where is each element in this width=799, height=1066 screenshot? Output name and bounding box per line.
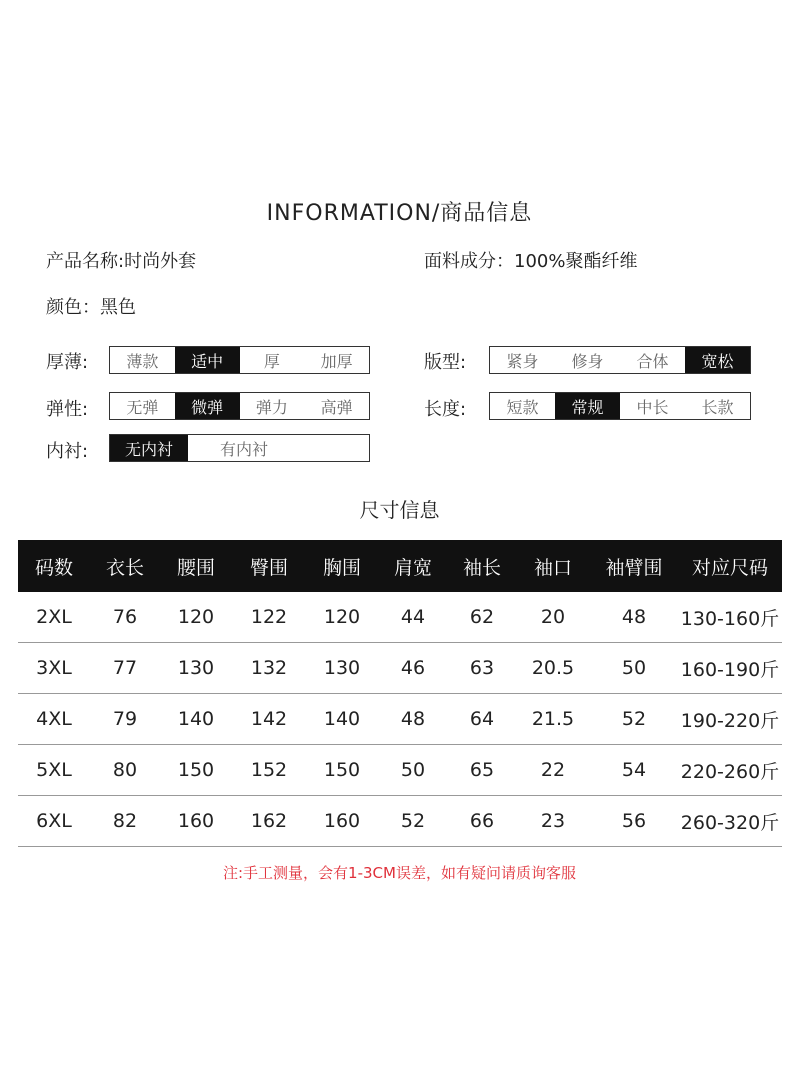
elasticity-option: 高弹: [320, 397, 353, 417]
product-name: 产品名称:时尚外套: [46, 251, 197, 272]
table-cell: 52: [590, 694, 678, 745]
column-header: 臀围: [232, 540, 306, 592]
table-cell: 130: [160, 643, 232, 694]
elasticity-option: 弹力: [255, 397, 288, 417]
column-header: 肩宽: [378, 540, 448, 592]
table-cell: 56: [590, 796, 678, 847]
table-cell: 48: [378, 694, 448, 745]
thickness-label: 厚薄:: [46, 352, 89, 373]
fit-options: [489, 346, 751, 374]
fit-option: 宽松: [685, 347, 750, 373]
fabric-composition: 面料成分：100%聚酯纤维: [424, 251, 638, 272]
table-cell: 22: [516, 745, 590, 796]
fit-option: 合体: [636, 351, 669, 371]
table-cell: 54: [590, 745, 678, 796]
table-cell: 3XL: [18, 643, 90, 694]
table-cell: 120: [306, 592, 378, 643]
table-cell: 120: [160, 592, 232, 643]
column-header: 码数: [18, 540, 90, 592]
table-cell: 64: [448, 694, 516, 745]
table-row: [18, 745, 782, 796]
table-cell: 152: [232, 745, 306, 796]
table-cell: 220-260斤: [678, 745, 782, 796]
elasticity-option: 无弹: [126, 397, 159, 417]
table-cell: 50: [378, 745, 448, 796]
table-cell: 142: [232, 694, 306, 745]
column-header: 衣长: [90, 540, 160, 592]
table-cell: 140: [306, 694, 378, 745]
table-cell: 20: [516, 592, 590, 643]
table-cell: 77: [90, 643, 160, 694]
table-cell: 66: [448, 796, 516, 847]
table-cell: 65: [448, 745, 516, 796]
thickness-option: 加厚: [320, 351, 353, 371]
table-cell: 122: [232, 592, 306, 643]
elasticity-option: 微弹: [175, 393, 240, 419]
column-header: 腰围: [160, 540, 232, 592]
table-cell: 130-160斤: [678, 592, 782, 643]
table-cell: 50: [590, 643, 678, 694]
table-cell: 62: [448, 592, 516, 643]
table-cell: 160: [160, 796, 232, 847]
length-option: 常规: [555, 393, 620, 419]
measurement-note: 注:手工测量，会有1-3CM误差，如有疑问请质询客服: [223, 864, 576, 882]
table-cell: 20.5: [516, 643, 590, 694]
table-cell: 79: [90, 694, 160, 745]
elasticity-label: 弹性:: [46, 399, 89, 420]
table-row: [18, 643, 782, 694]
table-cell: 130: [306, 643, 378, 694]
table-cell: 80: [90, 745, 160, 796]
page-title: INFORMATION/商品信息: [266, 201, 533, 226]
table-cell: 162: [232, 796, 306, 847]
lining-option: 无内衬: [110, 435, 188, 461]
table-cell: 44: [378, 592, 448, 643]
length-label: 长度:: [424, 399, 467, 420]
table-row: [18, 694, 782, 745]
length-option: 长款: [701, 397, 734, 417]
lining-option: 有内衬: [219, 439, 268, 459]
fit-option: 紧身: [506, 351, 539, 371]
table-cell: 52: [378, 796, 448, 847]
table-cell: 140: [160, 694, 232, 745]
thickness-options: [109, 346, 370, 374]
table-cell: 160: [306, 796, 378, 847]
lining-options: [109, 434, 370, 462]
table-cell: 63: [448, 643, 516, 694]
table-cell: 2XL: [18, 592, 90, 643]
color-info: 颜色：黑色: [46, 297, 136, 318]
table-cell: 132: [232, 643, 306, 694]
table-cell: 76: [90, 592, 160, 643]
table-cell: 82: [90, 796, 160, 847]
table-cell: 5XL: [18, 745, 90, 796]
table-cell: 46: [378, 643, 448, 694]
table-cell: 48: [590, 592, 678, 643]
elasticity-options: [109, 392, 370, 420]
length-option: 短款: [506, 397, 539, 417]
table-cell: 260-320斤: [678, 796, 782, 847]
table-cell: 21.5: [516, 694, 590, 745]
table-cell: 6XL: [18, 796, 90, 847]
table-cell: 190-220斤: [678, 694, 782, 745]
size-chart-title: 尺寸信息: [359, 498, 440, 522]
table-cell: 23: [516, 796, 590, 847]
size-table: [18, 540, 782, 847]
column-header: 袖臂围: [590, 540, 678, 592]
table-row: [18, 592, 782, 643]
table-row: [18, 796, 782, 847]
thickness-option: 厚: [263, 351, 280, 371]
lining-label: 内衬:: [46, 441, 89, 462]
column-header: 袖口: [516, 540, 590, 592]
thickness-option: 适中: [175, 347, 240, 373]
table-cell: 160-190斤: [678, 643, 782, 694]
column-header: 袖长: [448, 540, 516, 592]
length-option: 中长: [636, 397, 669, 417]
column-header: 胸围: [306, 540, 378, 592]
table-header-row: [18, 540, 782, 592]
column-header: 对应尺码: [678, 540, 782, 592]
table-cell: 150: [306, 745, 378, 796]
thickness-option: 薄款: [126, 351, 159, 371]
table-cell: 4XL: [18, 694, 90, 745]
fit-label: 版型:: [424, 352, 467, 373]
table-cell: 150: [160, 745, 232, 796]
length-options: [489, 392, 751, 420]
fit-option: 修身: [571, 351, 604, 371]
